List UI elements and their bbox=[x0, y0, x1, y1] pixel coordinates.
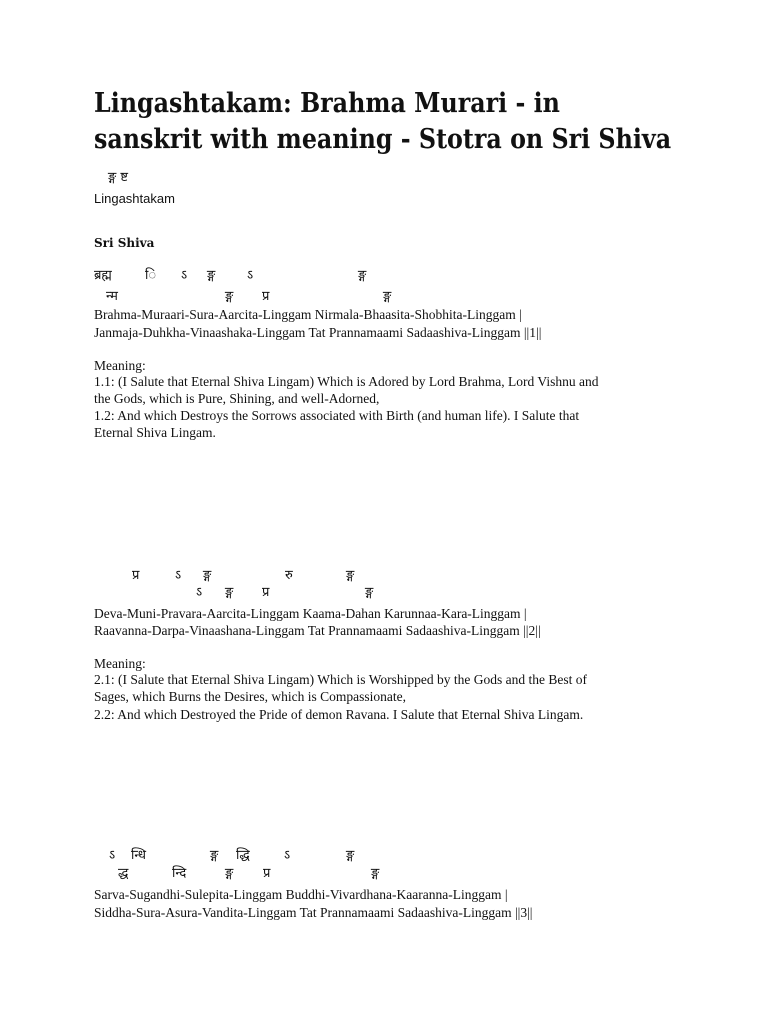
title-line-1: Lingashtakam: Brahma Murari - in bbox=[94, 88, 560, 119]
verse-1-devanagari-line-1 bbox=[0, 268, 768, 284]
verse-3-transliteration-line-2: Siddha-Sura-Asura-Vandita-Linggam Tat Prannamaami Sadaashiva-Linggam ||3|| bbox=[94, 905, 533, 920]
verse-2-devanagari-line-1 bbox=[0, 568, 768, 584]
deva-glyph: ङ्ग bbox=[225, 585, 234, 600]
verse-1-meaning-line: 1.1: (I Salute that Eternal Shiva Lingam) Which is Adored by Lord Brahma, Lord Vishnu and bbox=[94, 374, 599, 389]
deva-glyph: ऽ bbox=[284, 848, 291, 863]
deva-glyph: ऽ bbox=[247, 268, 254, 283]
deva-glyph: ऽ bbox=[109, 848, 116, 863]
deva-glyph: ङ्ग bbox=[371, 866, 380, 881]
verse-2-meaning-label: Meaning: bbox=[94, 656, 146, 671]
deva-glyph: ऽ bbox=[196, 585, 203, 600]
verse-3-devanagari-line-1 bbox=[0, 848, 768, 864]
deva-glyph: ङ्ग bbox=[365, 585, 374, 600]
deva-glyph: ङ्ग bbox=[346, 568, 355, 583]
deva-glyph: ङ्ग bbox=[358, 268, 367, 283]
deva-glyph: ङ्ग bbox=[383, 289, 392, 304]
verse-1-meaning-label: Meaning: bbox=[94, 358, 146, 373]
verse-2-transliteration-line-2: Raavanna-Darpa-Vinaashana-Linggam Tat Prannamaami Sadaashiva-Linggam ||2|| bbox=[94, 623, 541, 638]
deva-glyph: न्दि bbox=[172, 866, 187, 881]
verse-2-meaning-line: Sages, which Burns the Desires, which is Compassionate, bbox=[94, 689, 406, 704]
deva-glyph: प्र bbox=[263, 866, 271, 881]
verse-1-meaning-line: 1.2: And which Destroys the Sorrows associated with Birth (and human life). I Salute that bbox=[94, 408, 580, 423]
deva-glyph: ङ्ग bbox=[207, 268, 216, 283]
verse-1-transliteration-line-2: Janmaja-Duhkha-Vinaashaka-Linggam Tat Prannamaami Sadaashiva-Linggam ||1|| bbox=[94, 325, 542, 340]
deva-glyph: ङ्ग bbox=[225, 289, 234, 304]
deva-glyph: रु bbox=[285, 568, 293, 583]
verse-3-transliteration-line-1: Sarva-Sugandhi-Sulepita-Linggam Buddhi-Vivardhana-Kaaranna-Linggam | bbox=[94, 887, 508, 902]
deva-glyph: ङ्ग bbox=[210, 848, 219, 863]
deva-glyph: ब्रह्म bbox=[94, 268, 112, 283]
verse-2-transliteration-line-1: Deva-Muni-Pravara-Aarcita-Linggam Kaama-Dahan Karunnaa-Kara-Linggam | bbox=[94, 606, 527, 621]
deva-glyph: ि bbox=[145, 268, 157, 283]
deva-glyph: ऽ bbox=[181, 268, 188, 283]
verse-1-transliteration-line-1: Brahma-Muraari-Sura-Aarcita-Linggam Nirmala-Bhaasita-Shobhita-Linggam | bbox=[94, 307, 522, 322]
deva-glyph: प्र bbox=[132, 568, 140, 583]
lingashtakam-label: Lingashtakam bbox=[94, 191, 175, 206]
page-title bbox=[94, 86, 672, 158]
verse-2-devanagari-line-2 bbox=[0, 585, 768, 601]
deva-glyph: न्म bbox=[106, 289, 118, 304]
verse-2-meaning-line: 2.1: (I Salute that Eternal Shiva Lingam) Which is Worshipped by the Gods and the Best of bbox=[94, 672, 587, 687]
verse-1-devanagari-line-2 bbox=[0, 289, 768, 305]
verse-2-meaning-line: 2.2: And which Destroyed the Pride of demon Ravana. I Salute that Eternal Shiva Lingam. bbox=[94, 707, 584, 722]
deva-glyph: ङ्ग bbox=[225, 866, 234, 881]
deva-glyph: द्धि bbox=[236, 848, 250, 863]
deva-glyph: ङ्ग bbox=[203, 568, 212, 583]
verse-1-meaning-line: Eternal Shiva Lingam. bbox=[94, 425, 216, 440]
header-devanagari-fragment: ङ्ग ष्ट bbox=[108, 170, 128, 185]
deva-glyph: ऽ bbox=[175, 568, 182, 583]
verse-1-meaning-line: the Gods, which is Pure, Shining, and well-Adorned, bbox=[94, 391, 380, 406]
deva-glyph: द्ध bbox=[118, 866, 129, 881]
title-line-2: sanskrit with meaning - Stotra on Sri Shiva bbox=[94, 124, 672, 155]
verse-3-devanagari-line-2 bbox=[0, 866, 768, 882]
deva-glyph: प्र bbox=[262, 289, 270, 304]
deva-glyph: प्र bbox=[262, 585, 270, 600]
deva-glyph: ङ्ग bbox=[346, 848, 355, 863]
deva-glyph: न्धि bbox=[131, 848, 146, 863]
deity-label: Sri Shiva bbox=[94, 236, 155, 250]
